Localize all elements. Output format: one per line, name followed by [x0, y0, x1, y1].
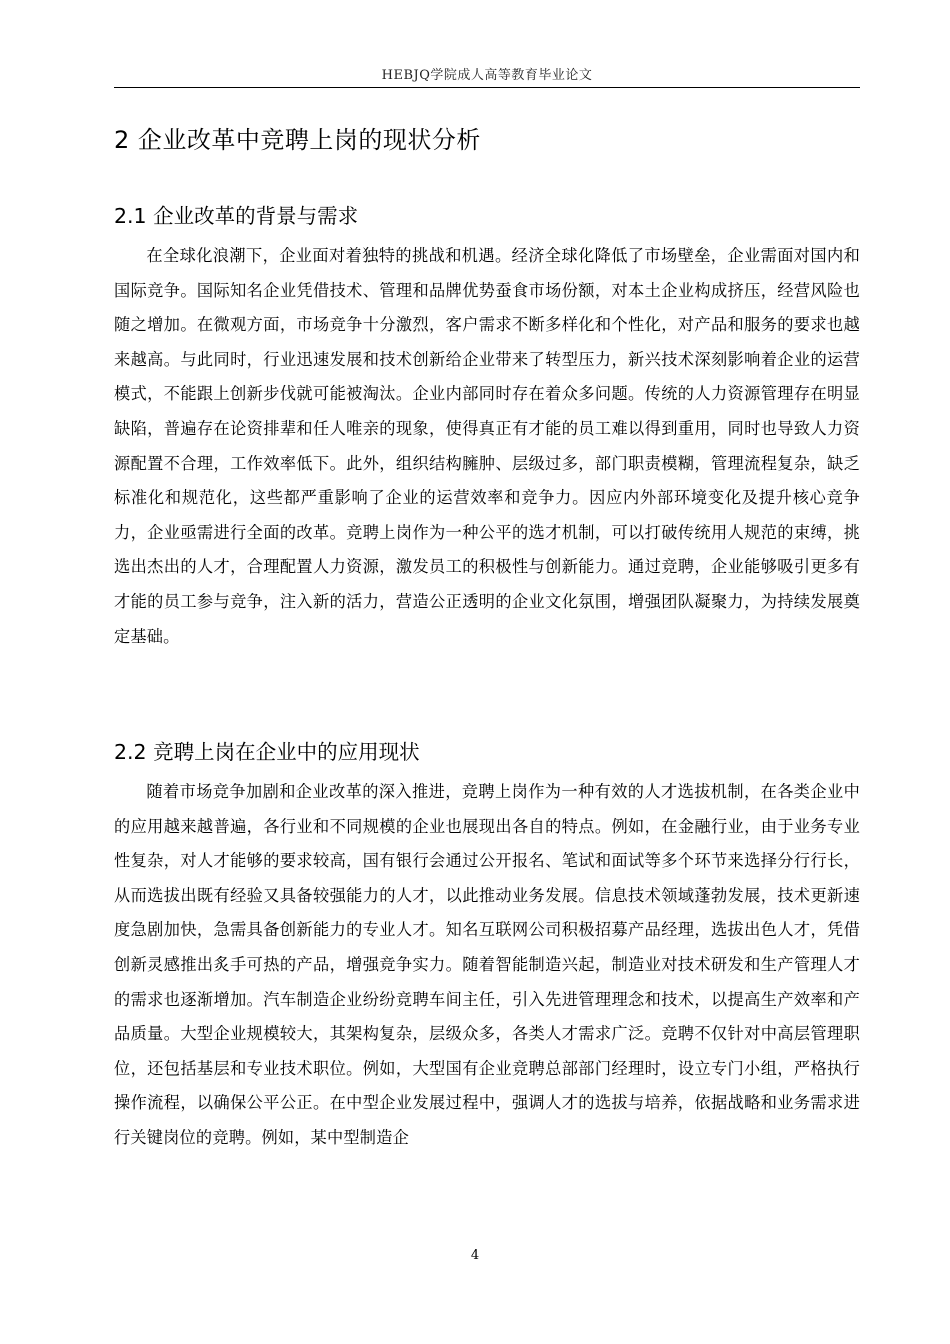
running-header: HEBJQ学院成人高等教育毕业论文 — [381, 68, 593, 83]
page-number: 4 — [470, 1248, 480, 1263]
section-2-2-paragraph: 随着市场竞争加剧和企业改革的深入推进，竞聘上岗作为一种有效的人才选拔机制，在各类企业中的应用越来越普遍，各行业和不同规模的企业也展现出各自的特点。例如，在金融行业，由于业务专业性复杂，对人才能够的要求较高，国有银行会通过公开报名、笔试和面试等多个环节来选择分行行长，从而选拔出既有经验又具备较强能力的人才，以此推动业务发展。信息技术领域蓬勃发展，技术更新速度急剧加快，急需具备创新能力的专业人才。知名互联网公司积极招募产品经理，选拔出色人才，凭借创新灵感推出炙手可热的产品，增强竞争实力。随着智能制造兴起，制造业对技术研发和生产管理人才的需求也逐渐增加。汽车制造企业纷纷竞聘车间主任，引入先进管理理念和技术，以提高生产效率和产品质量。大型企业规模较大，其架构复杂，层级众多，各类人才需求广泛。竞聘不仅针对中高层管理职位，还包括基层和专业技术职位。例如，大型国有企业竞聘总部部门经理时，设立专门小组，严格执行操作流程，以确保公平公正。在中型企业发展过程中，强调人才的选拔与培养，依据战略和业务需求进行关键岗位的竞聘。例如，某中型制造企 — [114, 782, 860, 1147]
chapter-title: 2 企业改革中竞聘上岗的现状分析 — [114, 126, 481, 154]
section-2-1-paragraph: 在全球化浪潮下，企业面对着独特的挑战和机遇。经济全球化降低了市场壁垒，企业需面对国内和国际竞争。国际知名企业凭借技术、管理和品牌优势蚕食市场份额，对本土企业构成挤压，经营风险也随之增加。在微观方面，市场竞争十分激烈，客户需求不断多样化和个性化，对产品和服务的要求也越来越高。与此同时，行业迅速发展和技术创新给企业带来了转型压力，新兴技术深刻影响着企业的运营模式，不能跟上创新步伐就可能被淘汰。企业内部同时存在着众多问题。传统的人力资源管理存在明显缺陷，普遍存在论资排辈和任人唯亲的现象，使得真正有才能的员工难以得到重用，同时也导致人力资源配置不合理，工作效率低下。此外，组织结构臃肿、层级过多，部门职责模糊，管理流程复杂，缺乏标准化和规范化，这些都严重影响了企业的运营效率和竞争力。因应内外部环境变化及提升核心竞争力，企业亟需进行全面的改革。竞聘上岗作为一种公平的选才机制，可以打破传统用人规范的束缚，挑选出杰出的人才，合理配置人力资源，激发员工的积极性与创新能力。通过竞聘，企业能够吸引更多有才能的员工参与竞争，注入新的活力，营造公正透明的企业文化氛围，增强团队凝聚力，为持续发展奠定基础。 — [114, 246, 860, 646]
section-title-2-1: 2.1 企业改革的背景与需求 — [114, 204, 359, 228]
section-title-2-2: 2.2 竞聘上岗在企业中的应用现状 — [114, 740, 420, 764]
header-rule — [114, 87, 860, 88]
